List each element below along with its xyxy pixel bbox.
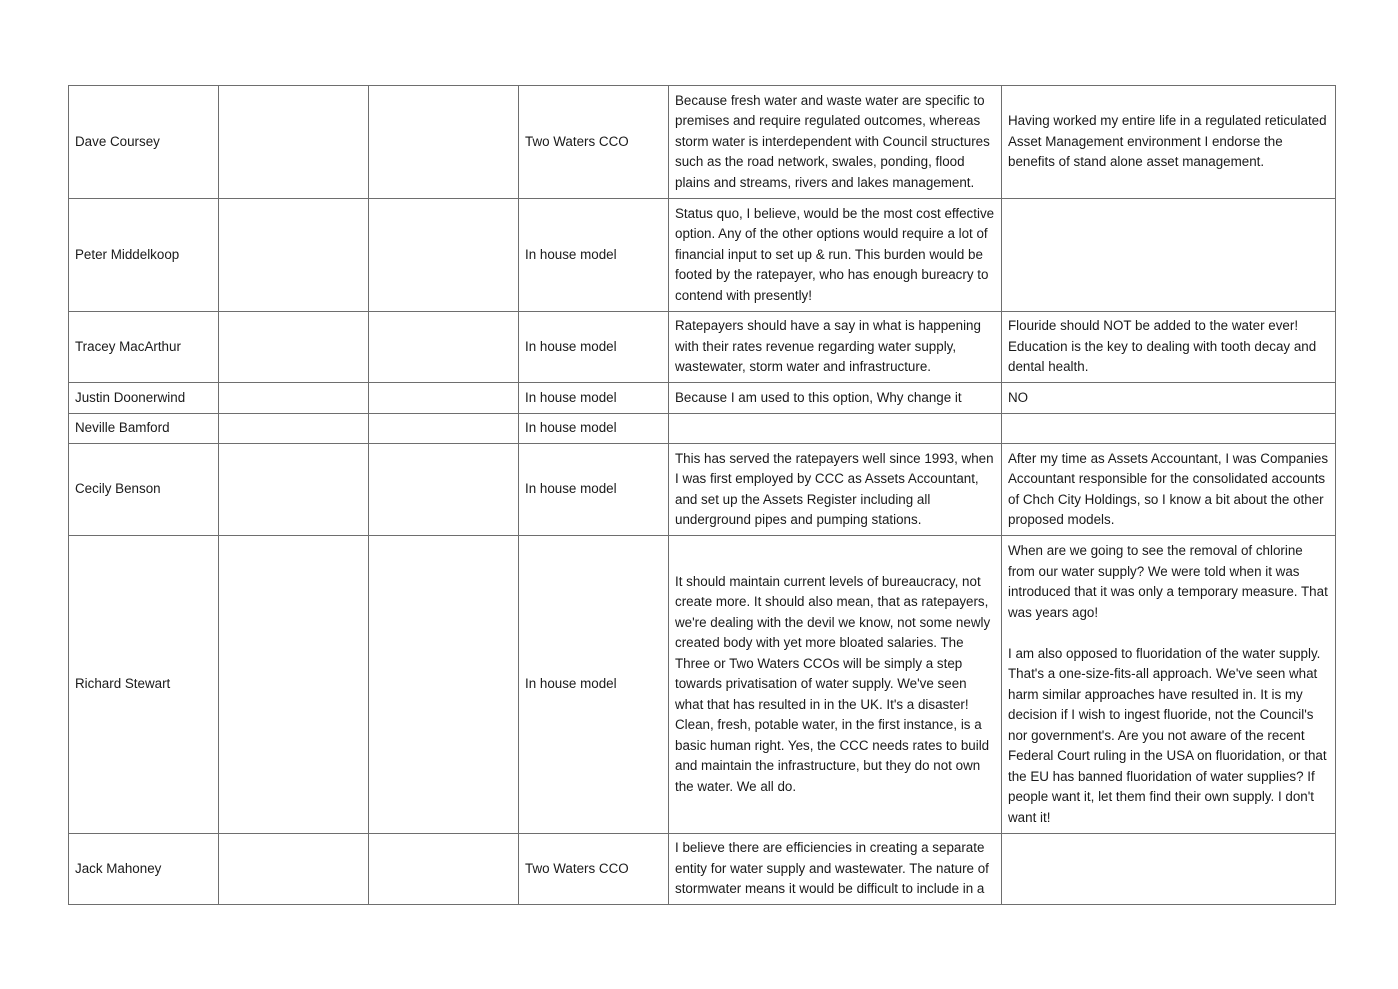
blank-cell <box>369 312 519 383</box>
reason-text <box>669 414 1002 444</box>
comment-text: Flouride should NOT be added to the water ever! Education is the key to dealing with tooth decay and dental health. <box>1002 312 1336 383</box>
submitter-name: Cecily Benson <box>69 444 219 536</box>
reason-text: This has served the ratepayers well since 1993, when I was first employed by CCC as Assets Accountant, and set up the Assets Register including all underground pipes and pumping stations. <box>669 444 1002 536</box>
table-row <box>69 834 1336 905</box>
submissions-table <box>68 85 1336 905</box>
table-row <box>69 536 1336 834</box>
preferred-option: In house model <box>519 312 669 383</box>
reason-text: I believe there are efficiencies in creating a separate entity for water supply and wastewater. The nature of stormwater means it would be difficult to include in a <box>669 834 1002 905</box>
table-row <box>69 444 1336 536</box>
comment-text <box>1002 199 1336 312</box>
comment-text: NO <box>1002 383 1336 414</box>
blank-cell <box>219 536 369 834</box>
preferred-option: In house model <box>519 199 669 312</box>
submitter-name: Dave Coursey <box>69 86 219 199</box>
blank-cell <box>219 383 369 414</box>
table-row <box>69 199 1336 312</box>
submitter-name: Jack Mahoney <box>69 834 219 905</box>
table-row <box>69 312 1336 383</box>
preferred-option: Two Waters CCO <box>519 834 669 905</box>
blank-cell <box>219 444 369 536</box>
preferred-option: In house model <box>519 414 669 444</box>
table-row <box>69 414 1336 444</box>
blank-cell <box>369 536 519 834</box>
preferred-option: In house model <box>519 536 669 834</box>
blank-cell <box>369 383 519 414</box>
reason-text: Because I am used to this option, Why change it <box>669 383 1002 414</box>
blank-cell <box>369 414 519 444</box>
comment-text: When are we going to see the removal of chlorine from our water supply? We were told when it was introduced that it was only a temporary measure. That was years ago! I am also opposed to fluoridation of the water supply. That's a one-size-fits-all approach. We've seen what harm similar approaches have resulted in. It is my decision if I wish to ingest fluoride, not the Council's nor government's. Are you not aware of the recent Federal Court ruling in the USA on fluoridation, or that the EU has banned fluoridation of water supplies? If people want it, let them find their own supply. I don't want it! <box>1002 536 1336 834</box>
blank-cell <box>219 312 369 383</box>
preferred-option: In house model <box>519 383 669 414</box>
blank-cell <box>219 834 369 905</box>
submitter-name: Justin Doonerwind <box>69 383 219 414</box>
submitter-name: Peter Middelkoop <box>69 199 219 312</box>
comment-text <box>1002 834 1336 905</box>
table-row <box>69 86 1336 199</box>
reason-text: It should maintain current levels of bureaucracy, not create more. It should also mean, that as ratepayers, we're dealing with the devil we know, not some newly created body with yet more bloated salaries. The Three or Two Waters CCOs will be simply a step towards privatisation of water supply. We've seen what that has resulted in in the UK. It's a disaster! Clean, fresh, potable water, in the first instance, is a basic human right. Yes, the CCC needs rates to build and maintain the infrastructure, but they do not own the water. We all do. <box>669 536 1002 834</box>
comment-text <box>1002 414 1336 444</box>
reason-text: Because fresh water and waste water are specific to premises and require regulated outcomes, whereas storm water is interdependent with Council structures such as the road network, swales, ponding, flood plains and streams, rivers and lakes management. <box>669 86 1002 199</box>
preferred-option: Two Waters CCO <box>519 86 669 199</box>
blank-cell <box>369 834 519 905</box>
blank-cell <box>369 199 519 312</box>
reason-text: Status quo, I believe, would be the most cost effective option. Any of the other options would require a lot of financial input to set up & run. This burden would be footed by the ratepayer, who has enough bureacry to contend with presently! <box>669 199 1002 312</box>
submitter-name: Neville Bamford <box>69 414 219 444</box>
blank-cell <box>219 414 369 444</box>
blank-cell <box>369 444 519 536</box>
comment-text: After my time as Assets Accountant, I was Companies Accountant responsible for the consolidated accounts of Chch City Holdings, so I know a bit about the other proposed models. <box>1002 444 1336 536</box>
preferred-option: In house model <box>519 444 669 536</box>
reason-text: Ratepayers should have a say in what is happening with their rates revenue regarding water supply, wastewater, storm water and infrastructure. <box>669 312 1002 383</box>
submitter-name: Tracey MacArthur <box>69 312 219 383</box>
table-row <box>69 383 1336 414</box>
comment-text: Having worked my entire life in a regulated reticulated Asset Management environment I endorse the benefits of stand alone asset management. <box>1002 86 1336 199</box>
submitter-name: Richard Stewart <box>69 536 219 834</box>
blank-cell <box>369 86 519 199</box>
blank-cell <box>219 86 369 199</box>
blank-cell <box>219 199 369 312</box>
